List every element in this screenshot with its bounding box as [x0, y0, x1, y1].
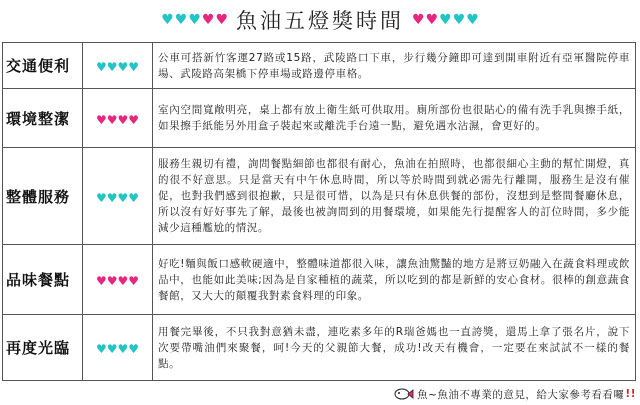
- heart-icon: ♥: [439, 12, 452, 28]
- heart-icon: ♥: [117, 60, 129, 74]
- heart-icon: ♥: [425, 12, 439, 28]
- heart-icon: ♥: [128, 112, 140, 127]
- heart-icon: ♥: [95, 190, 107, 205]
- heart-icon: ♥: [128, 190, 140, 205]
- heart-icon: ♥: [117, 190, 129, 205]
- footer-note: [0, 384, 636, 404]
- heart-icon: ♥: [106, 60, 118, 74]
- category-label: 再度光臨: [3, 315, 83, 381]
- category-label: 交通便利: [3, 43, 83, 89]
- review-text: 室內空間寬敞明亮，桌上都有放上衛生紙可供取用。廁所部份也很貼心的備有洗手乳與擦手紙，如果擦手紙能另外用盒子裝起來或離洗手台遠一點，避免遇水沾濕，會更好的。: [153, 89, 636, 148]
- table-row: [3, 43, 636, 89]
- rating-hearts: [83, 43, 153, 89]
- heart-icon: ♥: [106, 342, 118, 356]
- fish-icon: [394, 388, 414, 400]
- heart-icon: ♥: [452, 12, 466, 28]
- heart-icon: ♥: [106, 274, 118, 288]
- header-left-hearts: [161, 13, 228, 27]
- heart-icon: ♥: [188, 12, 201, 28]
- heart-icon: ♥: [174, 12, 188, 28]
- heart-icon: ♥: [128, 274, 140, 288]
- table-row: [3, 245, 636, 315]
- table-row: [3, 315, 636, 381]
- table-row: [3, 89, 636, 148]
- heart-icon: ♥: [106, 112, 118, 127]
- review-table: [2, 42, 636, 381]
- page-title: 魚油五燈獎時間: [236, 9, 404, 33]
- rating-hearts: [83, 315, 153, 381]
- heart-icon: ♥: [95, 60, 107, 74]
- category-label: 環境整潔: [3, 89, 83, 148]
- heart-icon: ♥: [95, 112, 107, 127]
- review-text: 服務生親切有禮，詢問餐點細節也都很有耐心，魚油在拍照時，也都很細心主動的幫忙開燈，真的很不好意思。只是當天有中午休息時間，所以等於時間到就必需先行離開，服務生是沒有催促，也對我們感到很抱歉，只是很可惜，以為是只有休息供餐的部份，沒想到是整間餐廳休息，所以沒有好好事先了解，最後也被詢問到的用餐環境，如果能先行提醒客人的訂位時間，多少能減少這種尷尬的情況。: [153, 148, 636, 245]
- table-row: [3, 148, 636, 245]
- footer-text: 魚~魚油不專業的意見，給大家參考看看囉: [417, 388, 625, 401]
- heart-icon: ♥: [201, 12, 215, 28]
- heart-icon: ♥: [215, 12, 228, 28]
- rating-hearts: [83, 148, 153, 245]
- review-text: 用餐完畢後，不只我對意猶未盡，連吃素多年的R瑞爸媽也一直誇獎，還馬上拿了張名片，說下次要帶嘴油們來聚餐，呵!今天的父親節大餐，成功!改天有機會，一定要在來試試不一樣的餐點。: [153, 315, 636, 381]
- exclamation-marks: !!: [625, 388, 636, 400]
- heart-icon: ♥: [466, 12, 479, 28]
- category-label: 品味餐點: [3, 245, 83, 315]
- page-header: [0, 0, 640, 40]
- heart-icon: ♥: [117, 274, 129, 288]
- heart-icon: ♥: [106, 190, 118, 205]
- header-right-hearts: [412, 13, 479, 27]
- heart-icon: ♥: [161, 12, 174, 28]
- heart-icon: ♥: [128, 342, 140, 356]
- heart-icon: ♥: [95, 342, 107, 356]
- rating-hearts: [83, 89, 153, 148]
- heart-icon: ♥: [117, 342, 129, 356]
- heart-icon: ♥: [117, 112, 129, 127]
- heart-icon: ♥: [95, 274, 107, 288]
- category-label: 整體服務: [3, 148, 83, 245]
- review-text: 公車可搭新竹客運27路或15路，武陵路口下車，步行幾分鐘即可達到開車附近有亞軍醫院停車場、武陵路高架橋下停車場或路邊停車格。: [153, 43, 636, 89]
- rating-hearts: [83, 245, 153, 315]
- review-text: 好吃!麵與飯口感軟硬適中，整體味道都很入味，讓魚油驚豔的地方是將豆奶融入在蔬食料理或飲品中，也能如此美味;因為是自家種植的蔬菜，所以吃到的都是新鮮的安心食材。很棒的創意蔬食餐館，又大大的顛覆我對素食料理的印象。: [153, 245, 636, 315]
- heart-icon: ♥: [412, 12, 425, 28]
- heart-icon: ♥: [128, 60, 140, 74]
